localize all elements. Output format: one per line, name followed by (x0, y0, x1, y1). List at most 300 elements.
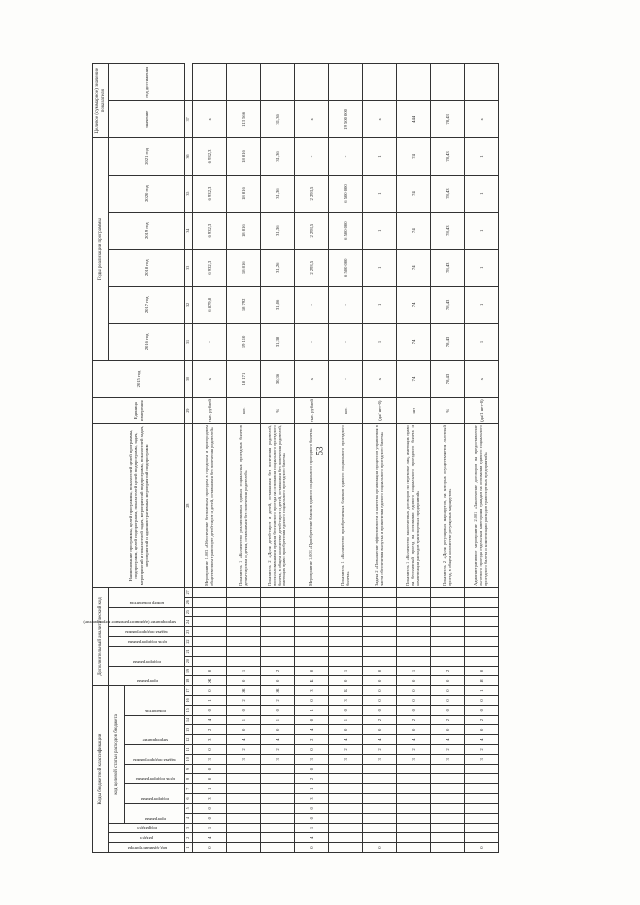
code-cell: 0 (397, 705, 431, 715)
code-cell: 0 (193, 686, 227, 696)
header-code-group: Коды бюджетной классификации (93, 686, 109, 853)
code-cell (397, 656, 431, 666)
column-number: 31 (185, 323, 193, 360)
header-2019: 2019 год (109, 212, 185, 249)
code-cell (329, 617, 363, 627)
code-cell (397, 587, 431, 597)
code-cell (261, 833, 295, 843)
code-cell: 1 (193, 784, 227, 794)
value-final: 19 500 000 (329, 101, 363, 138)
code-cell (465, 803, 499, 813)
value-final: 31,36 (261, 101, 295, 138)
code-cell (329, 597, 363, 607)
value-v2020: 31,36 (261, 175, 295, 212)
code-cell (363, 813, 397, 823)
code-cell (329, 627, 363, 637)
code-cell (227, 627, 261, 637)
code-cell: 1 (295, 823, 329, 833)
code-cell (329, 803, 363, 813)
value-final-year (465, 64, 499, 101)
column-number: 9 (185, 764, 193, 774)
table-row (431, 64, 465, 853)
code-cell (193, 646, 227, 656)
column-number: 2 (185, 833, 193, 843)
code-cell: Ж (193, 676, 227, 686)
column-number: 13 (185, 725, 193, 735)
code-cell (329, 587, 363, 597)
code-cell: 0 (431, 696, 465, 706)
code-cell (465, 764, 499, 774)
code-cell (431, 843, 465, 853)
code-cell: 4 (295, 725, 329, 735)
value-v2015: 30,36 (261, 360, 295, 397)
header-add-task: задача подпрограммы (109, 627, 185, 637)
column-number: 32 (185, 286, 193, 323)
code-cell (261, 597, 295, 607)
value-v2016: 19 110 (227, 323, 261, 360)
table-row (329, 64, 363, 853)
code-cell: 2 (261, 696, 295, 706)
code-cell: 0 (363, 705, 397, 715)
code-cell (363, 764, 397, 774)
code-cell (465, 794, 499, 804)
column-numbers-row (185, 64, 193, 853)
code-cell: 0 (193, 666, 227, 676)
code-cell: Б (329, 686, 363, 696)
value-v2020: 1 (465, 175, 499, 212)
table-row (465, 64, 499, 853)
code-cell (329, 823, 363, 833)
code-cell (295, 627, 329, 637)
value-v2021: 74 (397, 138, 431, 175)
value-final: 113 566 (227, 101, 261, 138)
code-cell (227, 794, 261, 804)
value-v2021: 1 (465, 138, 499, 175)
value-v2017: 31,06 (261, 286, 295, 323)
header-add-program: программа (109, 666, 185, 686)
code-cell (261, 607, 295, 617)
column-number: 4 (185, 813, 193, 823)
header-program-years: Годы реализации программы (93, 138, 109, 361)
code-cell (329, 607, 363, 617)
code-cell (227, 607, 261, 617)
code-cell (431, 794, 465, 804)
value-v2020: 1 (363, 175, 397, 212)
code-cell (329, 656, 363, 666)
column-number: 17 (185, 686, 193, 696)
table-row (295, 64, 329, 853)
value-final: x (465, 101, 499, 138)
code-cell (193, 627, 227, 637)
code-cell: 0 (193, 774, 227, 784)
value-v2016: - (295, 323, 329, 360)
value-v2019: 74 (397, 212, 431, 249)
code-cell: 0 (363, 666, 397, 676)
value-final: x (193, 101, 227, 138)
value-final-year (397, 64, 431, 101)
code-cell: 0 (295, 843, 329, 853)
column-number: 37 (185, 101, 193, 138)
code-cell: 0 (295, 666, 329, 676)
value-v2016: - (193, 323, 227, 360)
code-cell: 0 (397, 686, 431, 696)
code-cell: 1 (193, 823, 227, 833)
code-cell: 1 (227, 715, 261, 725)
value-v2020: 74 (397, 175, 431, 212)
value-v2017: 1 (363, 286, 397, 323)
code-cell: 4 (227, 735, 261, 745)
column-number: 29 (185, 398, 193, 424)
value-v2015: 74 (397, 360, 431, 397)
column-number: 34 (185, 212, 193, 249)
code-cell: 3 (329, 754, 363, 764)
code-cell (329, 833, 363, 843)
code-cell: 0 (363, 696, 397, 706)
code-cell: 0 (261, 676, 295, 686)
row-name: Показатель 2 «Доля регулярных маршрутов, на которых осуществляется льготный проезд, в общем количестве регулярных маршрутов» (431, 424, 465, 588)
header-2017: 2017 год (109, 286, 185, 323)
code-cell (227, 597, 261, 607)
value-unit: тыс. рублей (193, 398, 227, 424)
code-cell: 1 (295, 705, 329, 715)
code-cell (465, 813, 499, 823)
code-cell (465, 774, 499, 784)
code-cell: 3 (329, 696, 363, 706)
column-number: 7 (185, 784, 193, 794)
value-unit: % (261, 398, 295, 424)
value-v2018: 31,26 (261, 249, 295, 286)
code-cell: 4 (193, 833, 227, 843)
column-number: 5 (185, 803, 193, 813)
header-add-goal: цель подпрограммы (109, 637, 185, 647)
header-final: Целевое (суммарное) значение показателя (93, 64, 109, 138)
column-number: 16 (185, 696, 193, 706)
code-cell (397, 607, 431, 617)
code-cell: 2 (465, 745, 499, 755)
code-cell (397, 813, 431, 823)
value-v2021: - (329, 138, 363, 175)
code-cell (363, 646, 397, 656)
column-number: 8 (185, 774, 193, 784)
value-v2021: 6 932,3 (193, 138, 227, 175)
code-cell: 3 (465, 754, 499, 764)
code-cell (465, 784, 499, 794)
value-v2016: - (329, 323, 363, 360)
column-number: 35 (185, 175, 193, 212)
header-subprogram: подпрограмма (125, 784, 185, 804)
code-cell (397, 637, 431, 647)
code-cell: 1 (329, 715, 363, 725)
header-name: Наименование программы, целей программы, показателей целей программы, подпрограмм, целей подпрограмм, показателей целей подпрограмм, задач, мероприятий и показателей задач, мероприятий подпрограмм, показателей задач, мероприятий и административных мероприятий подпрограмм (93, 424, 185, 588)
code-cell: 2 (465, 715, 499, 725)
code-cell: 0 (363, 686, 397, 696)
code-cell (329, 646, 363, 656)
code-cell: 0 (295, 813, 329, 823)
code-cell: 3 (431, 754, 465, 764)
code-cell: 4 (295, 833, 329, 843)
code-cell: 2 (295, 774, 329, 784)
code-cell (227, 784, 261, 794)
value-v2017: 78,43 (431, 286, 465, 323)
code-cell (227, 637, 261, 647)
code-cell (397, 764, 431, 774)
code-cell: 0 (261, 705, 295, 715)
code-cell (295, 646, 329, 656)
code-cell: 3 (227, 754, 261, 764)
value-unit: тыс. рублей (295, 398, 329, 424)
code-cell (431, 617, 465, 627)
code-cell: 0 (193, 803, 227, 813)
column-number: 25 (185, 607, 193, 617)
code-cell (465, 646, 499, 656)
code-cell (261, 803, 295, 813)
header-add-subprogram: подпрограмма (109, 646, 185, 666)
value-final-year (363, 64, 397, 101)
header-admin-code: код администратора (109, 843, 185, 853)
value-v2018: 1 (363, 249, 397, 286)
code-cell: 2 (261, 666, 295, 676)
code-cell (193, 656, 227, 666)
code-cell: 0 (193, 764, 227, 774)
code-cell: 0 (227, 676, 261, 686)
value-unit: шт. (227, 398, 261, 424)
code-cell: 2 (227, 745, 261, 755)
code-cell: 0 (465, 843, 499, 853)
code-cell (465, 617, 499, 627)
program-table-sheet (82, 63, 567, 853)
value-final: 444 (397, 101, 431, 138)
code-cell: 3 (193, 754, 227, 764)
code-cell (295, 607, 329, 617)
code-cell (363, 587, 397, 597)
row-name: Показатель 1 «Количество заключенных договоров по перевозке лиц, имеющих право на бесплатный проезд на основании единого социального проездного билета и компенсации расходов транспортных предприятий» (397, 424, 431, 588)
code-cell (397, 803, 431, 813)
code-cell: 0 (329, 705, 363, 715)
value-v2016: 78,43 (431, 323, 465, 360)
code-cell (465, 656, 499, 666)
header-subsection: подраздел (109, 823, 185, 833)
code-cell (261, 617, 295, 627)
code-cell (465, 597, 499, 607)
code-cell: 2 (363, 715, 397, 725)
row-name: Мероприятие 1.003 «Обеспечение бесплатным проездом в городском и пригородном общественном транспорте детей-сирот и детей, оставшихся без попечения родителей» (193, 424, 227, 588)
code-cell (363, 803, 397, 813)
code-cell: 1 (295, 784, 329, 794)
column-number: 24 (185, 617, 193, 627)
column-number: 15 (185, 705, 193, 715)
value-final-year (227, 64, 261, 101)
value-v2015: 18 171 (227, 360, 261, 397)
code-cell: 2 (431, 745, 465, 755)
column-number: 14 (185, 715, 193, 725)
value-v2018: 74 (397, 249, 431, 286)
code-cell (227, 656, 261, 666)
header-2021: 2021 год (109, 138, 185, 175)
code-cell: 3 (363, 754, 397, 764)
code-cell: 2 (329, 745, 363, 755)
code-cell (329, 774, 363, 784)
code-cell (397, 794, 431, 804)
row-name: Показатель 1 «Количество приобретаемых бланков единого социального проездного билета» (329, 424, 363, 588)
code-cell: 2 (397, 745, 431, 755)
code-cell (431, 607, 465, 617)
code-cell (397, 597, 431, 607)
code-cell (363, 656, 397, 666)
code-cell (261, 794, 295, 804)
code-cell (363, 637, 397, 647)
code-cell: 0 (329, 676, 363, 686)
code-cell (227, 843, 261, 853)
code-cell: 1 (227, 666, 261, 676)
column-number: 6 (185, 794, 193, 804)
code-cell: 2 (397, 715, 431, 725)
column-number: 12 (185, 735, 193, 745)
code-cell: 3 (295, 686, 329, 696)
code-cell (465, 607, 499, 617)
code-cell (363, 597, 397, 607)
code-cell: 0 (363, 676, 397, 686)
code-cell: 4 (329, 735, 363, 745)
code-cell (363, 617, 397, 627)
code-cell (431, 656, 465, 666)
code-cell (261, 637, 295, 647)
code-cell (397, 617, 431, 627)
code-cell: 1 (261, 715, 295, 725)
code-cell (431, 813, 465, 823)
program-indicators-table (82, 63, 499, 853)
code-cell (329, 843, 363, 853)
code-cell (431, 587, 465, 597)
value-v2019: 18 816 (227, 212, 261, 249)
header-year-2015: 2015 год (93, 360, 185, 397)
column-number: 22 (185, 637, 193, 647)
value-unit: (да/ нет-0) (363, 398, 397, 424)
value-final-year (329, 64, 363, 101)
value-v2016: 31,38 (261, 323, 295, 360)
column-number: 20 (185, 656, 193, 666)
page-number: 53 (314, 446, 325, 456)
value-v2017: 74 (397, 286, 431, 323)
value-v2017: 6 879,8 (193, 286, 227, 323)
code-cell: 0 (431, 676, 465, 686)
code-cell: 3 (193, 735, 227, 745)
value-final: 78,43 (431, 101, 465, 138)
code-cell (295, 597, 329, 607)
code-cell (227, 774, 261, 784)
code-cell (261, 823, 295, 833)
code-cell (397, 627, 431, 637)
header-section: раздел (109, 833, 185, 843)
code-cell (227, 764, 261, 774)
value-v2015: x (193, 360, 227, 397)
header-2018: 2018 год (109, 249, 185, 286)
code-cell (431, 803, 465, 813)
code-cell: 4 (397, 735, 431, 745)
code-cell: 0 (295, 764, 329, 774)
value-v2020: 6 932,3 (193, 175, 227, 212)
code-cell: 0 (465, 696, 499, 706)
table-row (397, 64, 431, 853)
value-unit: (да/1 нет-0) (465, 398, 499, 424)
value-v2016: 1 (363, 323, 397, 360)
column-number: 11 (185, 745, 193, 755)
column-number: 23 (185, 627, 193, 637)
header-final-year: год достижения (109, 64, 185, 101)
code-cell: 1 (397, 666, 431, 676)
code-cell (227, 646, 261, 656)
header-add-indicator-number: номер показателя (109, 587, 185, 607)
code-cell (261, 646, 295, 656)
code-cell: 2 (227, 696, 261, 706)
value-v2021: 78,43 (431, 138, 465, 175)
code-cell (261, 656, 295, 666)
code-cell (465, 627, 499, 637)
value-v2018: 78,43 (431, 249, 465, 286)
code-cell (397, 843, 431, 853)
code-cell (295, 587, 329, 597)
code-cell (431, 823, 465, 833)
code-cell (193, 617, 227, 627)
table-row (261, 64, 295, 853)
value-v2020: 18 816 (227, 175, 261, 212)
value-v2021: 1 (363, 138, 397, 175)
value-v2018: 6 932,3 (193, 249, 227, 286)
header-2016: 2016 год (109, 323, 185, 360)
code-cell (261, 627, 295, 637)
code-cell (227, 823, 261, 833)
code-cell (397, 784, 431, 794)
code-cell: 2 (431, 666, 465, 676)
value-v2015: x (295, 360, 329, 397)
code-cell (431, 627, 465, 637)
code-cell (397, 774, 431, 784)
code-cell: 0 (193, 745, 227, 755)
code-cell (465, 587, 499, 597)
code-cell (329, 794, 363, 804)
code-cell (261, 813, 295, 823)
table-row (363, 64, 397, 853)
code-cell (227, 803, 261, 813)
value-v2017: 18 792 (227, 286, 261, 323)
value-v2018: 1 (465, 249, 499, 286)
row-name: Показатель 2 «Доля детей-сирот и детей, оставшихся без попечения родителей, воспользовавшихся правом бесплатного проезда на основании социального проездного билета, в общем количестве детей-сирот и детей, оставшихся без попечения родителей, имеющих право приобретения единого социального проездного билета» (261, 424, 295, 588)
header-additional-group: Дополнительный аналитический код (93, 587, 109, 685)
header-unit: Единица измерения (93, 398, 185, 424)
header-subprogram-task: задача подпрограммы (125, 745, 185, 765)
code-cell: 0 (295, 696, 329, 706)
header-final-value: значение (109, 101, 185, 138)
code-cell (397, 833, 431, 843)
value-v2020: 2 293,5 (295, 175, 329, 212)
code-cell: 3 (261, 754, 295, 764)
code-cell: 4 (465, 735, 499, 745)
value-unit: % (431, 398, 465, 424)
code-cell (431, 784, 465, 794)
value-v2018: 6 500 000 (329, 249, 363, 286)
code-cell (465, 637, 499, 647)
code-cell (295, 656, 329, 666)
table-row (193, 64, 227, 853)
column-number: 27 (185, 587, 193, 597)
code-cell: 0 (465, 725, 499, 735)
code-cell (431, 646, 465, 656)
value-v2019: 31,36 (261, 212, 295, 249)
value-v2015: 78,43 (431, 360, 465, 397)
code-cell (397, 646, 431, 656)
value-v2019: 1 (465, 212, 499, 249)
code-cell: 1 (465, 686, 499, 696)
value-v2015: - (329, 360, 363, 397)
